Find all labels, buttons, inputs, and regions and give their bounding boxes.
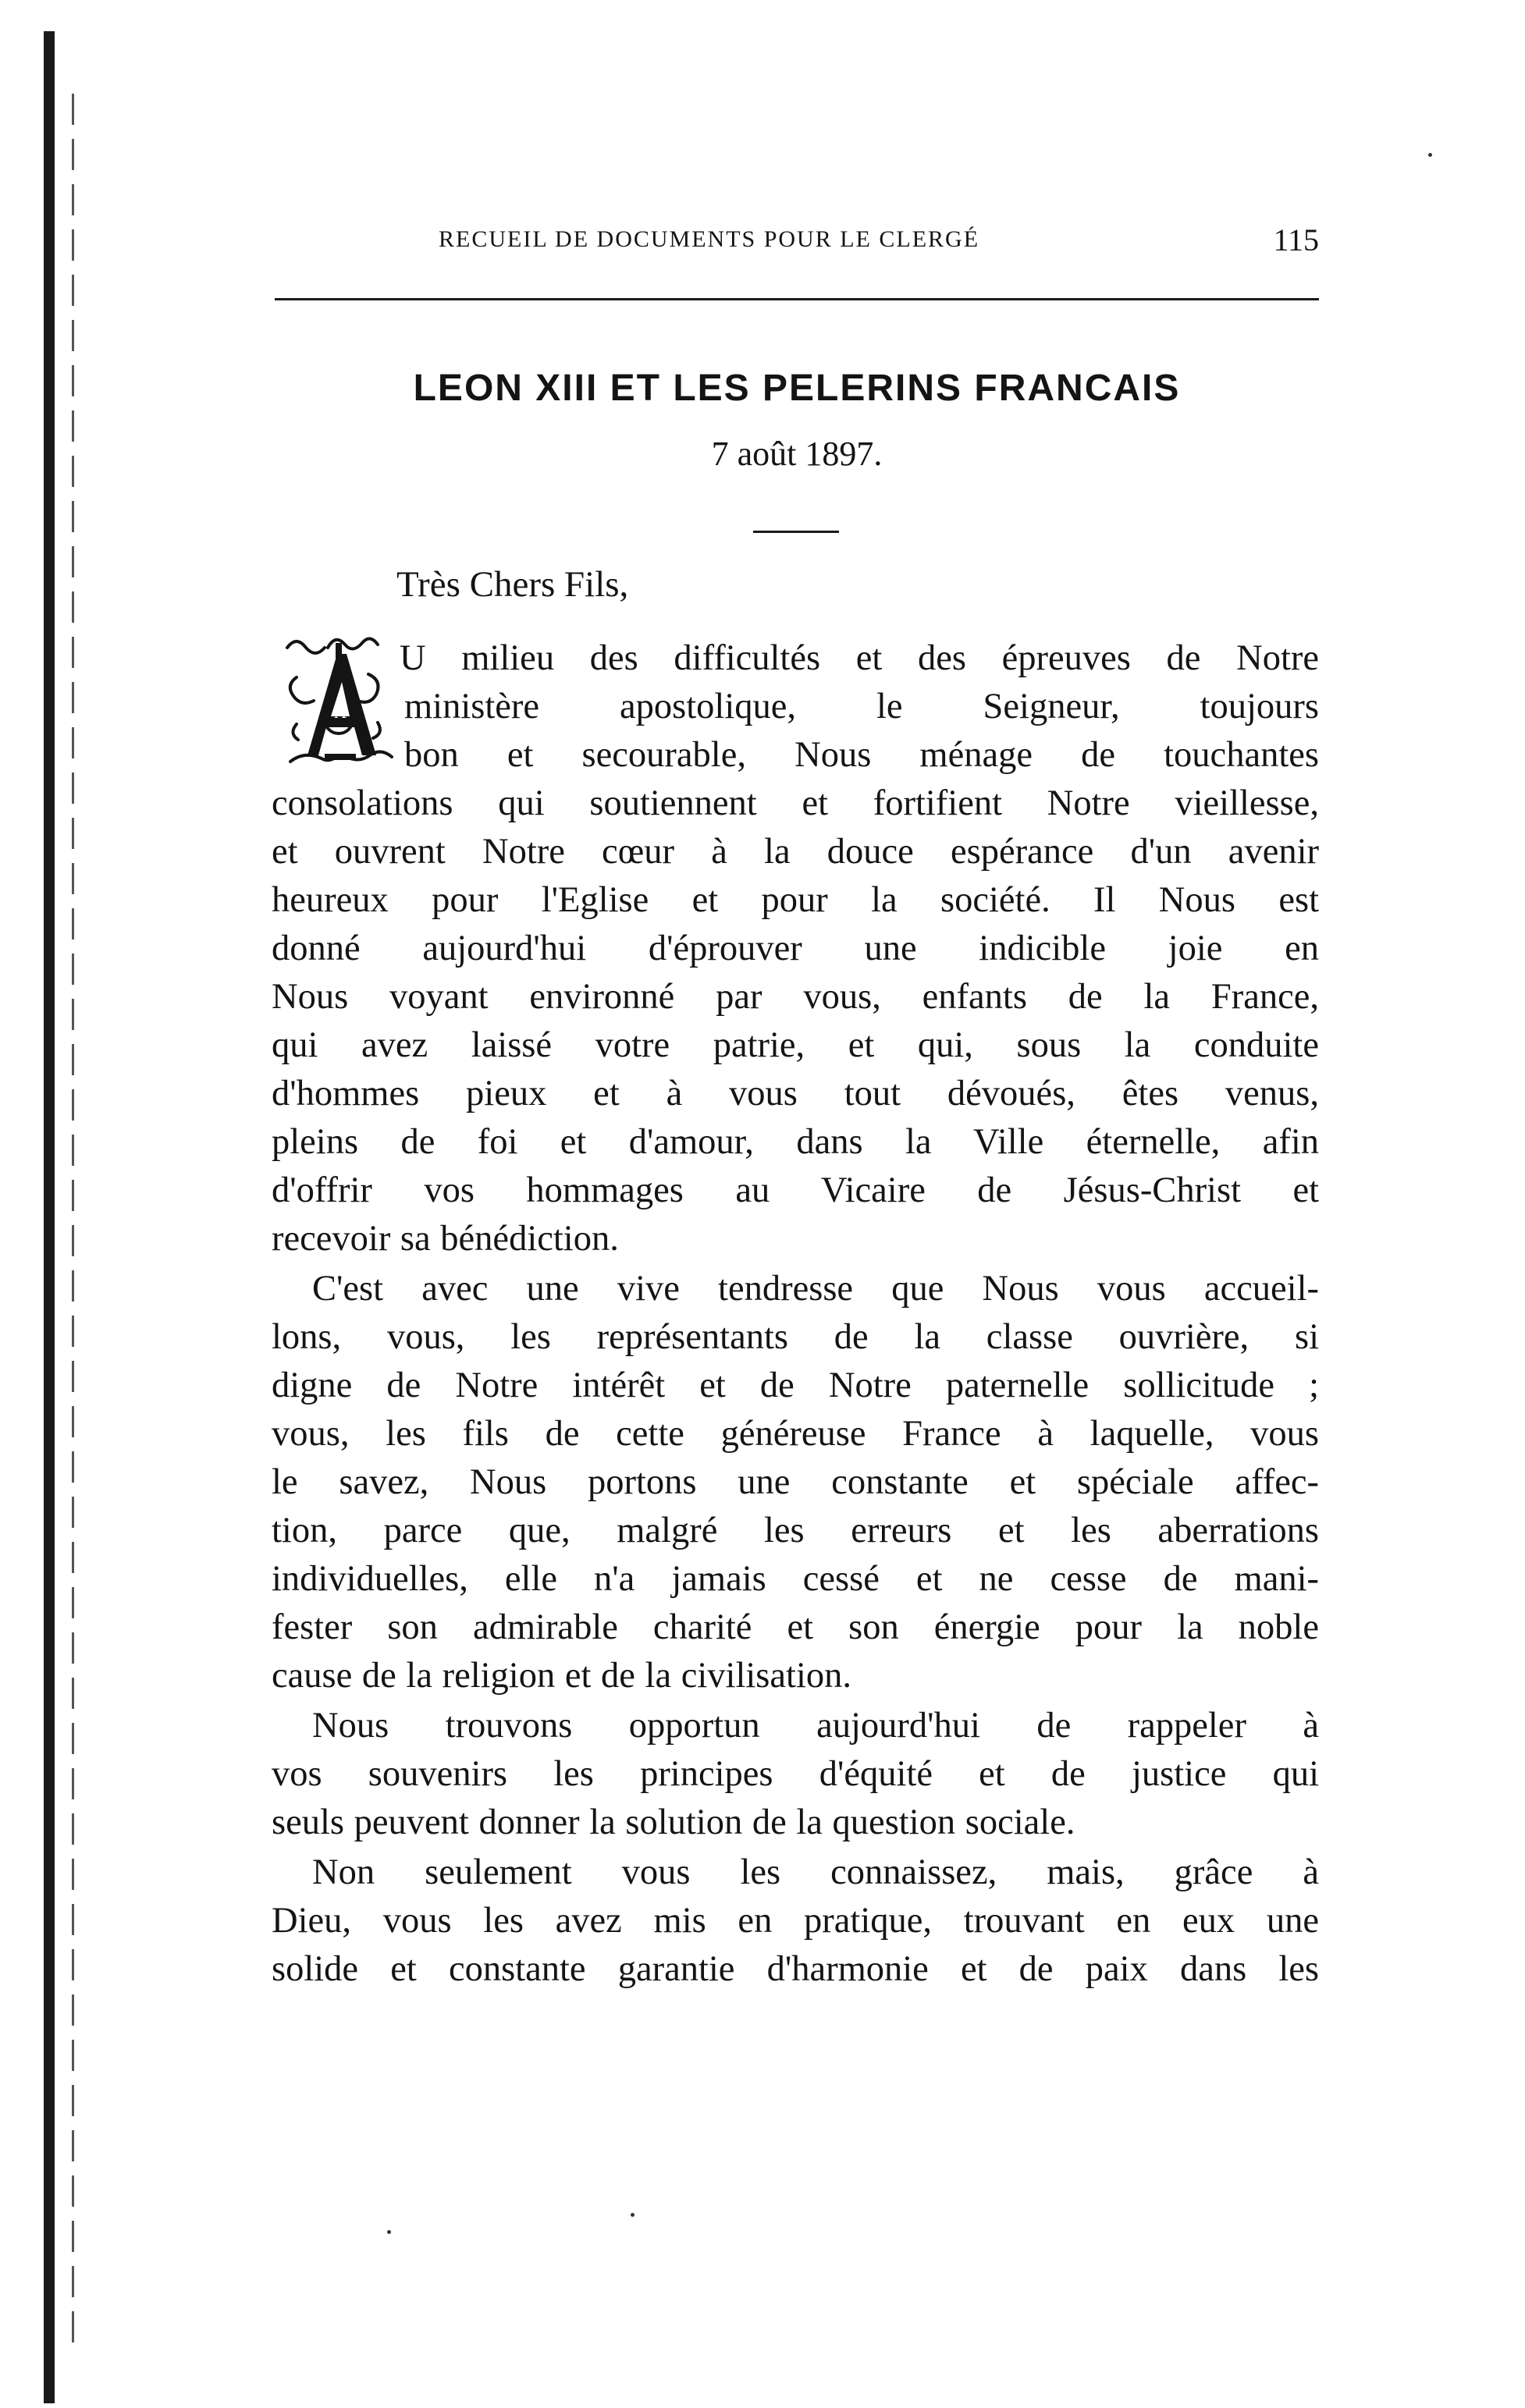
text-line: donné aujourd'hui d'éprouver une indicible joie en bbox=[272, 929, 1319, 968]
text-line: lons, vous, les représentants de la classe ouvrière, si bbox=[272, 1317, 1319, 1357]
title-separator-rule bbox=[753, 531, 839, 533]
text-line: Nous voyant environné par vous, enfants de la France, bbox=[272, 977, 1319, 1017]
text-line: C'est avec une vive tendresse que Nous vous accueil- bbox=[312, 1269, 1319, 1309]
text-line: heureux pour l'Eglise et pour la société. Il Nous est bbox=[272, 880, 1319, 920]
text-line: d'hommes pieux et à vous tout dévoués, êtes venus, bbox=[272, 1074, 1319, 1113]
salutation: Très Chers Fils, bbox=[396, 564, 629, 605]
text-line: digne de Notre intérêt et de Notre paternelle sollicitude ; bbox=[272, 1366, 1319, 1405]
text-line: U milieu des difficultés et des épreuves de Notre bbox=[400, 638, 1319, 678]
page-binding-shadow bbox=[72, 94, 74, 2357]
text-line: ministère apostolique, le Seigneur, toujours bbox=[404, 687, 1319, 726]
text-line: solide et constante garantie d'harmonie et de paix dans les bbox=[272, 1949, 1319, 1989]
text-line: individuelles, elle n'a jamais cessé et ne cesse de mani- bbox=[272, 1559, 1319, 1599]
running-head: RECUEIL DE DOCUMENTS POUR LE CLERGÉ bbox=[439, 226, 980, 252]
text-line: Non seulement vous les connaissez, mais, grâce à bbox=[312, 1852, 1319, 1892]
text-line: fester son admirable charité et son énergie pour la noble bbox=[272, 1607, 1319, 1647]
text-line: vous, les fils de cette généreuse France à laquelle, vous bbox=[272, 1414, 1319, 1454]
page-header bbox=[275, 223, 1319, 262]
print-speck bbox=[387, 2230, 391, 2234]
text-line: pleins de foi et d'amour, dans la Ville éternelle, afin bbox=[272, 1122, 1319, 1162]
text-line: tion, parce que, malgré les erreurs et les aberrations bbox=[272, 1511, 1319, 1550]
drop-cap-letter: A bbox=[334, 703, 347, 722]
page-number: 115 bbox=[1273, 222, 1319, 257]
print-speck bbox=[631, 2213, 635, 2217]
text-line: cause de la religion et de la civilisation. bbox=[272, 1656, 851, 1696]
text-line: Dieu, vous les avez mis en pratique, trouvant en eux une bbox=[272, 1901, 1319, 1941]
text-line: le savez, Nous portons une constante et spéciale affec- bbox=[272, 1462, 1319, 1502]
text-line: qui avez laissé votre patrie, et qui, sous la conduite bbox=[272, 1025, 1319, 1065]
article-date: 7 août 1897. bbox=[711, 435, 883, 473]
text-line: recevoir sa bénédiction. bbox=[272, 1219, 619, 1259]
article-title: LEON XIII ET LES PELERINS FRANCAIS bbox=[413, 368, 1181, 409]
text-line: consolations qui soutiennent et fortifient Notre vieillesse, bbox=[272, 783, 1319, 823]
text-line: et ouvrent Notre cœur à la douce espérance d'un avenir bbox=[272, 832, 1319, 872]
text-line: Nous trouvons opportun aujourd'hui de rappeler à bbox=[312, 1706, 1319, 1746]
page-binding-edge bbox=[44, 31, 55, 2403]
text-line: vos souvenirs les principes d'équité et de justice qui bbox=[272, 1754, 1319, 1794]
text-line: seuls peuvent donner la solution de la question sociale. bbox=[272, 1802, 1075, 1842]
header-rule bbox=[275, 298, 1319, 300]
text-line: bon et secourable, Nous ménage de touchantes bbox=[404, 735, 1319, 775]
ornamental-drop-cap bbox=[281, 630, 400, 776]
text-line: d'offrir vos hommages au Vicaire de Jésus-Christ et bbox=[272, 1170, 1319, 1210]
print-speck bbox=[1428, 153, 1432, 157]
